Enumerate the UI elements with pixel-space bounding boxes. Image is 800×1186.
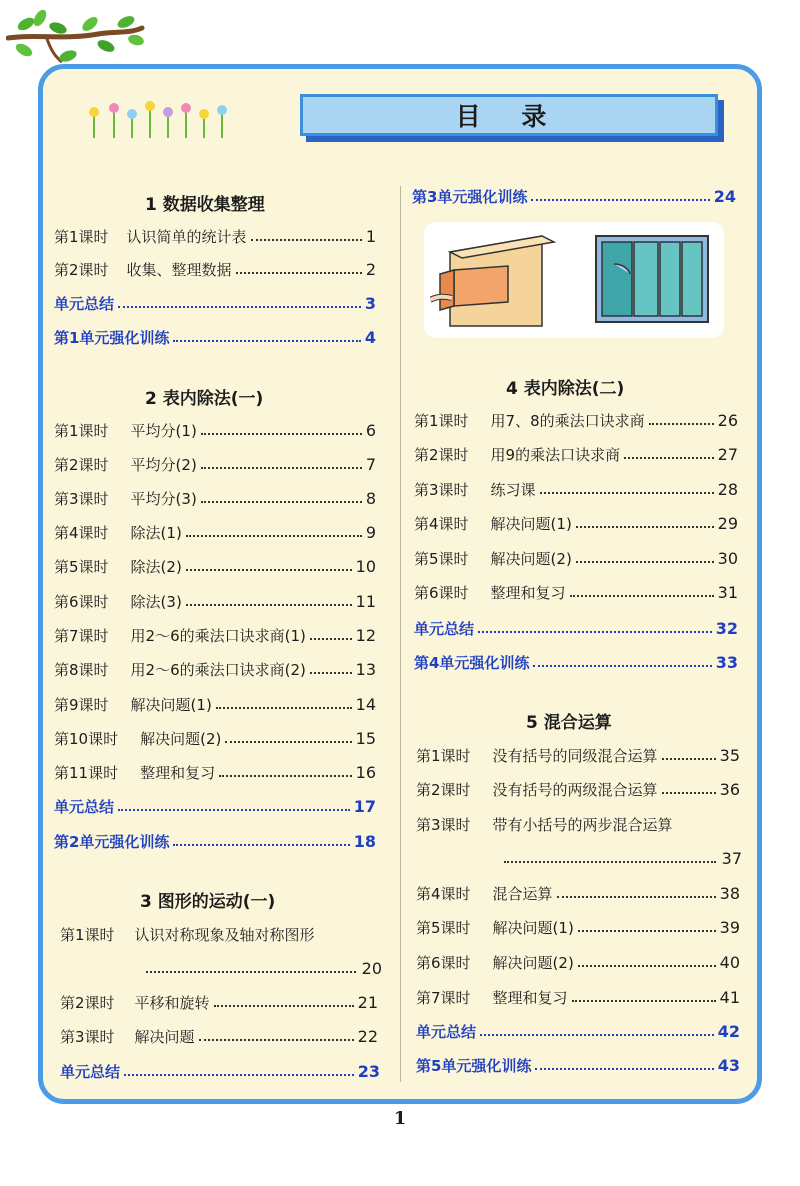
page-number-ref: 37 [721,848,742,868]
leader-dots [173,844,349,846]
leader-dots [570,595,714,597]
leader-dots [214,1005,354,1007]
unit-training-link[interactable] [54,323,376,351]
flowers-icon [86,100,236,140]
lesson-label: 第7课时 [54,626,109,645]
toc-entry[interactable] [414,440,738,468]
toc-entry[interactable] [54,484,376,512]
lesson-topic: 带有小括号的两步混合运算 [492,815,673,834]
page-number-ref: 28 [717,479,738,499]
leader-dots [236,272,362,274]
page-number-ref: 2 [365,259,376,279]
lesson-topic: 单元总结 [414,619,475,638]
column-divider [400,186,401,1082]
section-heading-5: 5 混合运算 [526,713,612,733]
lesson-label: 第4课时 [414,514,469,533]
lesson-topic: 练习课 [490,480,536,499]
lesson-label: 第11课时 [54,763,119,782]
lesson-topic: 单元总结 [60,1062,121,1081]
page-number-ref: 26 [717,410,738,430]
lesson-topic: 除法(1) [130,523,182,542]
leader-dots [578,930,716,932]
unit-summary-link[interactable] [60,1057,380,1085]
toc-entry-continuation[interactable] [146,954,382,982]
page-number-ref: 8 [365,488,376,508]
toc-entry[interactable] [416,810,740,838]
lesson-topic: 平移和旋转 [134,993,210,1012]
toc-entry[interactable] [60,988,378,1016]
tree-branch-icon [6,4,146,68]
lesson-label: 第9课时 [54,695,109,714]
lesson-topic: 用2～6的乘法口诀求商(2) [130,660,306,679]
leader-dots [225,741,351,743]
sliding-window-icon [594,234,712,326]
toc-entry[interactable] [416,775,740,803]
toc-entry[interactable] [414,475,738,503]
lesson-label: 第5课时 [54,557,109,576]
unit-training-link[interactable] [412,182,736,210]
toc-entry[interactable] [54,758,376,786]
drawer-pull-icon [430,222,560,338]
page-title: 目 录 [455,102,563,131]
page-number-ref: 6 [365,420,376,440]
leader-dots [662,792,716,794]
leader-dots [578,965,716,967]
page-number-ref: 1 [365,226,376,246]
leader-dots [649,423,714,425]
lesson-topic: 收集、整理数据 [126,260,232,279]
lesson-label: 第6课时 [414,583,469,602]
lesson-label: 第5课时 [414,549,469,568]
toc-entry[interactable] [54,416,376,444]
page-number-ref: 36 [719,779,740,799]
page-number-ref: 43 [717,1055,740,1075]
lesson-label: 第3课时 [54,489,109,508]
lesson-topic: 单元总结 [54,797,115,816]
toc-entry[interactable] [414,544,738,572]
lesson-label: 第1课时 [60,925,115,944]
page-number-ref: 15 [355,728,376,748]
leader-dots [199,1039,354,1041]
toc-title-banner [300,94,718,136]
lesson-label: 第2课时 [54,455,109,474]
page-number-ref: 41 [719,987,740,1007]
page-number-ref: 12 [355,625,376,645]
unit-summary-link[interactable] [414,614,738,642]
toc-entry[interactable] [414,406,738,434]
section-heading-2: 2 表内除法(一) [145,389,264,409]
toc-entry[interactable] [416,879,740,907]
page-number-ref: 9 [365,522,376,542]
toc-entry[interactable] [416,983,740,1011]
lesson-topic: 混合运算 [492,884,553,903]
toc-entry[interactable] [54,690,376,718]
lesson-topic: 解决问题 [134,1027,195,1046]
toc-entry[interactable] [54,222,376,250]
page-number-ref: 13 [355,659,376,679]
lesson-topic: 平均分(1) [130,421,197,440]
unit-summary-link[interactable] [54,289,376,317]
lesson-topic: 第5单元强化训练 [416,1056,532,1075]
page-number-ref: 17 [353,796,376,816]
page-number-ref: 20 [361,958,382,978]
lesson-label: 第1课时 [54,227,109,246]
leader-dots [186,604,352,606]
lesson-topic: 用2～6的乘法口诀求商(1) [130,626,306,645]
leader-dots [124,1074,354,1076]
toc-entry[interactable] [416,948,740,976]
toc-entry[interactable] [54,450,376,478]
lesson-label: 第3课时 [60,1027,115,1046]
section-heading-4: 4 表内除法(二) [506,379,625,399]
lesson-topic: 解决问题(2) [490,549,572,568]
leader-dots [146,971,356,973]
lesson-label: 第5课时 [416,918,471,937]
unit-summary-link[interactable] [54,792,376,820]
page-number-ref: 42 [717,1021,740,1041]
lesson-topic: 第2单元强化训练 [54,832,170,851]
lesson-label: 第10课时 [54,729,119,748]
lesson-topic: 解决问题(1) [490,514,572,533]
page-number-ref: 18 [353,831,376,851]
leader-dots [557,896,716,898]
toc-entry[interactable] [60,1022,378,1050]
lesson-topic: 用7、8的乘法口诀求商 [490,411,645,430]
lesson-topic: 除法(2) [130,557,182,576]
page-number-ref: 10 [355,556,376,576]
lesson-label: 第2课时 [416,780,471,799]
page-number-ref: 29 [717,513,738,533]
leader-dots [118,809,350,811]
page-number-ref: 23 [357,1061,380,1081]
lesson-topic: 解决问题(1) [130,695,212,714]
toc-entry[interactable] [54,587,376,615]
lesson-topic: 平均分(3) [130,489,197,508]
page-number-ref: 38 [719,883,740,903]
leader-dots [186,535,362,537]
leader-dots [535,1068,713,1070]
lesson-label: 第4课时 [416,884,471,903]
section-heading-3: 3 图形的运动(一) [140,892,276,912]
lesson-label: 第2课时 [414,445,469,464]
lesson-topic: 解决问题(2) [140,729,222,748]
toc-entry[interactable] [54,255,376,283]
lesson-topic: 认识简单的统计表 [126,227,247,246]
lesson-label: 第2课时 [60,993,115,1012]
unit-training-link[interactable] [54,827,376,855]
lesson-topic: 整理和复习 [492,988,568,1007]
lesson-topic: 没有括号的两级混合运算 [492,780,658,799]
page-number-ref: 11 [355,591,376,611]
leader-dots [540,492,714,494]
toc-entry[interactable] [416,741,740,769]
lesson-topic: 平均分(2) [130,455,197,474]
leader-dots [533,665,711,667]
leader-dots [478,631,712,633]
lesson-topic: 整理和复习 [490,583,566,602]
page-number: 1 [393,1108,407,1129]
page-number-ref: 35 [719,745,740,765]
page-number-ref: 7 [365,454,376,474]
leader-dots [572,1000,716,1002]
leader-dots [251,239,362,241]
unit-training-link[interactable] [416,1051,740,1079]
leader-dots [118,306,361,308]
toc-entry-continuation[interactable] [504,844,742,872]
page-number-ref: 14 [355,694,376,714]
lesson-topic: 除法(3) [130,592,182,611]
leader-dots [201,433,362,435]
lesson-label: 第1课时 [54,421,109,440]
page-number-ref: 21 [357,992,378,1012]
unit-training-link[interactable] [414,648,738,676]
page-number-ref: 4 [364,327,376,347]
lesson-topic: 解决问题(1) [492,918,574,937]
toc-entry[interactable] [414,509,738,537]
lesson-label: 第3课时 [416,815,471,834]
unit-summary-link[interactable] [416,1017,740,1045]
lesson-label: 第3课时 [414,480,469,499]
page-number-ref: 27 [717,444,738,464]
lesson-label: 第4课时 [54,523,109,542]
page-number-ref: 3 [364,293,376,313]
lesson-label: 第2课时 [54,260,109,279]
leader-dots [201,467,362,469]
leader-dots [504,861,716,863]
page-number-ref: 39 [719,917,740,937]
lesson-label: 第1课时 [416,746,471,765]
illustration-panel [424,222,724,338]
leader-dots [662,758,716,760]
lesson-topic: 整理和复习 [140,763,216,782]
lesson-topic: 用9的乘法口诀求商 [490,445,621,464]
page-number-ref: 22 [357,1026,378,1046]
toc-entry[interactable] [414,578,738,606]
lesson-label: 第1课时 [414,411,469,430]
page-number-ref: 24 [713,186,736,206]
lesson-topic: 第3单元强化训练 [412,187,528,206]
page-number-ref: 40 [719,952,740,972]
leader-dots [310,672,352,674]
lesson-topic: 单元总结 [54,294,115,313]
leader-dots [173,340,360,342]
leader-dots [624,457,714,459]
page-number-ref: 31 [717,582,738,602]
page-number-ref: 16 [355,762,376,782]
leader-dots [216,707,352,709]
page-number-ref: 33 [715,652,738,672]
page-number-ref: 32 [715,618,738,638]
leader-dots [576,561,714,563]
lesson-topic: 单元总结 [416,1022,477,1041]
lesson-topic: 解决问题(2) [492,953,574,972]
lesson-topic: 认识对称现象及轴对称图形 [134,925,315,944]
toc-entry[interactable] [416,913,740,941]
toc-entry[interactable] [54,655,376,683]
leader-dots [576,526,714,528]
lesson-topic: 没有括号的同级混合运算 [492,746,658,765]
leader-dots [201,501,362,503]
leader-dots [531,199,709,201]
leader-dots [480,1034,714,1036]
toc-entry[interactable] [54,621,376,649]
page-number-ref: 30 [717,548,738,568]
lesson-label: 第8课时 [54,660,109,679]
lesson-label: 第6课时 [54,592,109,611]
toc-entry[interactable] [54,552,376,580]
lesson-topic: 第1单元强化训练 [54,328,170,347]
lesson-topic: 第4单元强化训练 [414,653,530,672]
leader-dots [186,569,352,571]
leader-dots [219,775,352,777]
toc-entry[interactable] [60,920,376,948]
toc-entry[interactable] [54,724,376,752]
toc-entry[interactable] [54,518,376,546]
leader-dots [310,638,352,640]
lesson-label: 第6课时 [416,953,471,972]
section-heading-1: 1 数据收集整理 [145,195,265,215]
lesson-label: 第7课时 [416,988,471,1007]
